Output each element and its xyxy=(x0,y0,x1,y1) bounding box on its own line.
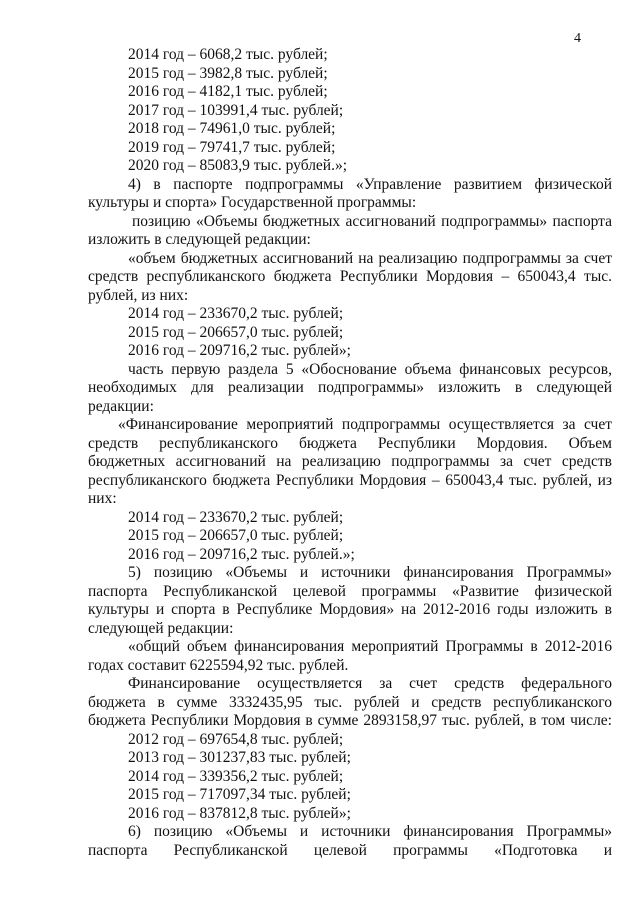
text-line: 2015 год – 206657,0 тыс. рублей; xyxy=(128,527,344,544)
text-line: 2014 год – 6068,2 тыс. рублей; xyxy=(128,46,328,63)
text-line: рублей, из них: xyxy=(88,286,189,304)
text-line: «общий объем финансирования мероприятий Программы в 2012-2016 xyxy=(128,638,612,655)
text-line: культуры и спорта в Республике Мордовия» на 2012-2016 годы изложить в xyxy=(88,601,612,618)
text-line: 2019 год – 79741,7 тыс. рублей; xyxy=(128,138,336,156)
text-line: 2018 год – 74961,0 тыс. рублей; xyxy=(128,120,336,137)
text-line: средств республиканского бюджета Республики Мордовия – 650043,4 тыс. xyxy=(88,268,612,285)
text-line: 2014 год – 339356,2 тыс. рублей; xyxy=(128,767,344,785)
text-line: изложить в следующей редакции: xyxy=(88,231,311,248)
text-line: 2012 год – 697654,8 тыс. рублей; xyxy=(128,730,344,748)
text-line: 2016 год – 4182,1 тыс. рублей; xyxy=(128,83,328,100)
text-line: Финансирование осуществляется за счет средств федерального xyxy=(128,675,612,692)
text-line: паспорта Республиканской целевой программы «Подготовка и xyxy=(88,841,612,859)
text-line: 6) позицию «Объемы и источники финансирования Программы» xyxy=(128,823,612,840)
text-line: республиканского бюджета Республики Мордовия – 650043,4 тыс. рублей, из xyxy=(88,471,612,489)
text-line: «объем бюджетных ассигнований на реализацию подпрограммы за счет xyxy=(128,249,612,267)
text-line: бюджета в сумме 3332435,95 тыс. рублей и средств республиканского xyxy=(88,693,612,711)
page-number: 4 xyxy=(574,31,581,46)
text-line: годах составит 6225594,92 тыс. рублей. xyxy=(88,656,349,674)
text-line: 2014 год – 233670,2 тыс. рублей; xyxy=(128,508,344,526)
text-line: необходимых для реализации подпрограммы» изложить в следующей xyxy=(88,379,612,396)
text-line: бюджета Республики Мордовия в сумме 2893158,97 тыс. рублей, в том числе: xyxy=(88,712,612,729)
text-line: 4) в паспорте подпрограммы «Управление развитием физической xyxy=(128,175,612,193)
text-line: 2017 год – 103991,4 тыс. рублей; xyxy=(128,101,344,119)
text-line: культуры и спорта» Государственной программы: xyxy=(88,194,417,211)
text-line: 2015 год – 717097,34 тыс. рублей; xyxy=(128,786,351,803)
text-line: 2015 год – 206657,0 тыс. рублей; xyxy=(128,323,344,341)
text-line: них: xyxy=(88,490,117,507)
text-line: позицию «Объемы бюджетных ассигнований подпрограммы» паспорта xyxy=(132,212,612,230)
text-line: «Финансирование мероприятий подпрограммы осуществляется за счет xyxy=(118,416,612,433)
text-line: бюджетных ассигнований на реализацию подпрограммы за счет средств xyxy=(88,453,612,470)
text-line: 2016 год – 209716,2 тыс. рублей.»; xyxy=(128,545,355,563)
text-line: 2020 год – 85083,9 тыс. рублей.»; xyxy=(128,157,348,174)
text-line: 2016 год – 837812,8 тыс. рублей»; xyxy=(128,804,351,822)
text-line: 2013 год – 301237,83 тыс. рублей; xyxy=(128,749,351,766)
text-line: часть первую раздела 5 «Обоснование объема финансовых ресурсов, xyxy=(128,360,612,378)
text-line: паспорта Республиканской целевой программы «Развитие физической xyxy=(88,582,612,600)
text-line: средств республиканского бюджета Республики Мордовия. Объем xyxy=(88,434,612,452)
document-body xyxy=(88,46,612,860)
text-line: следующей редакции: xyxy=(88,619,234,637)
text-line: редакции: xyxy=(88,397,154,415)
text-line: 5) позицию «Объемы и источники финансирования Программы» xyxy=(128,564,612,581)
text-line: 2016 год – 209716,2 тыс. рублей»; xyxy=(128,342,351,359)
text-line: 2015 год – 3982,8 тыс. рублей; xyxy=(128,64,328,82)
text-line: 2014 год – 233670,2 тыс. рублей; xyxy=(128,305,344,322)
